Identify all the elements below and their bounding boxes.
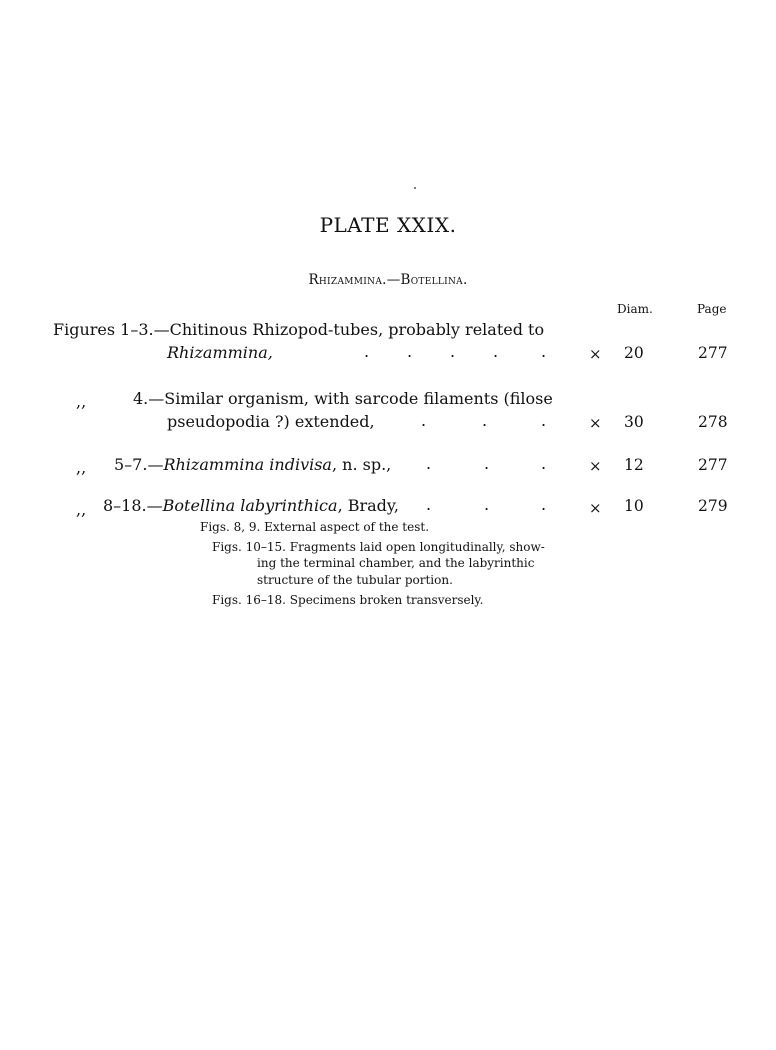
dot-leader: . (484, 495, 490, 514)
dot-leader: . (426, 454, 432, 473)
entry-3-diam: 12 (624, 456, 644, 474)
entry-2-diam: 30 (624, 413, 644, 431)
dot-leader: . (541, 342, 547, 361)
dot-leader: . (541, 495, 547, 514)
page-speck (414, 187, 416, 189)
figure-note-3: Figs. 16–18. Specimens broken transversely. (212, 593, 484, 607)
entry-3-page: 277 (698, 456, 728, 474)
figure-note-2: Figs. 10–15. Fragments laid open longitudinally, show- (212, 540, 545, 554)
figure-note-2-cont-1: ing the terminal chamber, and the labyrinthic (257, 556, 535, 570)
entry-4-page: 279 (698, 497, 728, 515)
dot-leader: . (364, 342, 370, 361)
plate-subtitle: Rhizammina.—Botellina. (308, 272, 468, 288)
entry-2-ditto-mark: ,, (76, 392, 87, 411)
entry-2-line-1 (133, 389, 553, 408)
column-header-diam: Diam. (617, 302, 653, 316)
dot-leader: . (541, 454, 547, 473)
entry-2-text-line-1: —Similar organism, with sarcode filaments (filose (148, 389, 553, 408)
entry-3-line (114, 455, 391, 474)
dot-leader: . (482, 411, 488, 430)
dot-leader: . (421, 411, 427, 430)
entry-4-label: 8–18. (103, 496, 147, 515)
entry-2-page: 278 (698, 413, 728, 431)
entry-1-page: 277 (698, 344, 728, 362)
column-header-page: Page (697, 302, 727, 316)
entry-4-text-rest: , Brady, (337, 496, 399, 515)
entry-3-species: Rhizammina indivisa (163, 455, 332, 474)
dot-leader: . (407, 342, 413, 361)
dot-leader: . (493, 342, 499, 361)
entry-4-dash: — (146, 496, 163, 515)
dot-leader: . (484, 454, 490, 473)
plate-title: PLATE XXIX. (319, 213, 457, 237)
entry-1-times: × (589, 345, 602, 363)
entry-4-line (103, 496, 399, 515)
entry-3-ditto-mark: ,, (76, 458, 87, 477)
dot-leader: . (541, 411, 547, 430)
figure-note-2-cont-2: structure of the tubular portion. (257, 573, 453, 587)
entry-3-text-rest: , n. sp., (331, 455, 392, 474)
entry-1-text-line-2: Rhizammina, (167, 343, 273, 362)
entry-2-text-line-2: pseudopodia ?) extended, (167, 412, 375, 431)
entry-1-diam: 20 (624, 344, 644, 362)
entry-3-dash: — (147, 455, 164, 474)
entry-3-label: 5–7. (114, 455, 148, 474)
entry-4-ditto-mark: ,, (76, 500, 87, 519)
entry-1-line-1 (53, 320, 544, 339)
figure-note-1: Figs. 8, 9. External aspect of the test. (200, 520, 430, 534)
entry-1-text-line-1: —Chitinous Rhizopod-tubes, probably related to (153, 320, 545, 339)
entry-4-diam: 10 (624, 497, 644, 515)
entry-2-times: × (589, 414, 602, 432)
entry-4-species: Botellina labyrinthica (162, 496, 338, 515)
entry-3-times: × (589, 457, 602, 475)
dot-leader: . (426, 495, 432, 514)
dot-leader: . (450, 342, 456, 361)
entry-2-label: 4. (133, 389, 149, 408)
entry-4-times: × (589, 499, 602, 517)
entry-1-label: Figures 1–3. (53, 320, 154, 339)
